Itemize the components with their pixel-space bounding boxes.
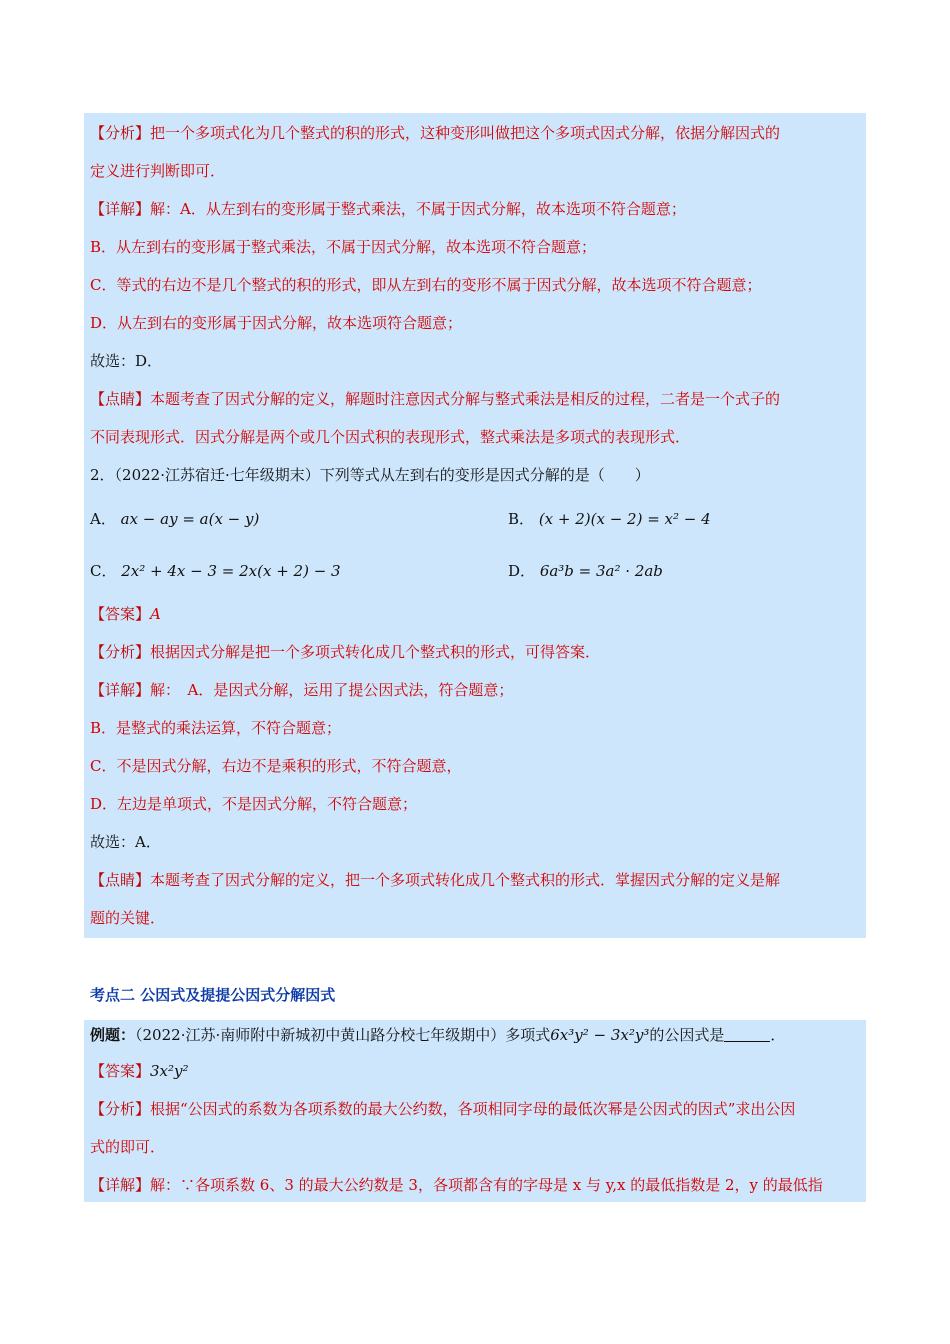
comment-tag: 【点睛】: [90, 390, 151, 408]
example-analysis-line2: 式的即可．: [90, 1138, 166, 1156]
section-heading: 考点二 公因式及提提公因式分解因式: [90, 986, 336, 1004]
p2-detail-c: C．不是因式分解，右边不是乘积的形式，不符合题意，: [90, 757, 462, 775]
p1-detail-d: D．从左到右的变形属于因式分解，故本选项符合题意；: [90, 314, 463, 332]
example-answer: 【答案】3x²y²: [90, 1062, 189, 1080]
analysis-tag: 【分析】: [90, 124, 151, 142]
p2-question: 2．（2022·江苏宿迁·七年级期末）下列等式从左到右的变形是因式分解的是（ ）: [90, 466, 650, 484]
example-analysis-line1: 【分析】根据“公因式的系数为各项系数的最大公约数，各项相同字母的最低次幂是公因式的因式”求出公因: [90, 1100, 796, 1118]
option-c: C． 2x² + 4x − 3 = 2x(x + 2) − 3: [90, 562, 341, 580]
p2-detail-b: B．是整式的乘法运算，不符合题意；: [90, 719, 342, 737]
p2-comment-line1: 【点睛】本题考查了因式分解的定义，把一个多项式转化成几个整式积的形式．掌握因式分解的定义是解: [90, 871, 781, 889]
p1-detail-c: C．等式的右边不是几个整式的积的形式，即从左到右的变形不属于因式分解，故本选项不符合题意；: [90, 276, 762, 294]
p1-analysis-line2: 定义进行判断即可．: [90, 162, 226, 180]
p2-detail-d: D．左边是单项式，不是因式分解，不符合题意；: [90, 795, 418, 813]
option-d: D． 6a³b = 3a² · 2ab: [508, 562, 663, 580]
option-a: A． ax − ay = a(x − y): [90, 510, 260, 528]
detail-tag: 【详解】: [90, 200, 151, 218]
p1-detail-b: B．从左到右的变形属于整式乘法，不属于因式分解，故本选项不符合题意；: [90, 238, 597, 256]
p1-comment-line1: 【点睛】本题考查了因式分解的定义，解题时注意因式分解与整式乘法是相反的过程，二者是一个式子的: [90, 390, 781, 408]
p2-analysis: 【分析】根据因式分解是把一个多项式转化成几个整式积的形式，可得答案．: [90, 643, 601, 661]
p2-comment-line2: 题的关键．: [90, 909, 166, 927]
p1-detail-a: 【详解】解：A．从左到右的变形属于整式乘法，不属于因式分解，故本选项不符合题意；: [90, 200, 686, 218]
example-detail-line1: 【详解】解：∵各项系数 6、3 的最大公约数是 3，各项都含有的字母是 x 与 y,x 的最低指数是 2，y 的最低指: [90, 1176, 823, 1194]
p2-answer: 【答案】A: [90, 605, 161, 623]
p2-choose: 故选：A．: [90, 833, 161, 851]
p1-analysis-line1: 【分析】把一个多项式化为几个整式的积的形式，这种变形叫做把这个多项式因式分解，依据分解因式的: [90, 124, 781, 142]
p1-comment-line2: 不同表现形式．因式分解是两个或几个因式积的表现形式，整式乘法是多项式的表现形式．: [90, 428, 691, 446]
p1-choose: 故选：D．: [90, 352, 163, 370]
p2-options-row1: [90, 509, 865, 529]
example-question: 例题：（2022·江苏·南师附中新城初中黄山路分校七年级期中）多项式6x³y² − 3x²y³的公因式是 ．: [90, 1026, 786, 1044]
p2-options-row2: [90, 561, 865, 581]
option-b: B． (x + 2)(x − 2) = x² − 4: [508, 510, 711, 528]
p2-detail-a: 【详解】解： A．是因式分解，运用了提公因式法，符合题意；: [90, 681, 514, 699]
answer-blank: [724, 1027, 770, 1042]
